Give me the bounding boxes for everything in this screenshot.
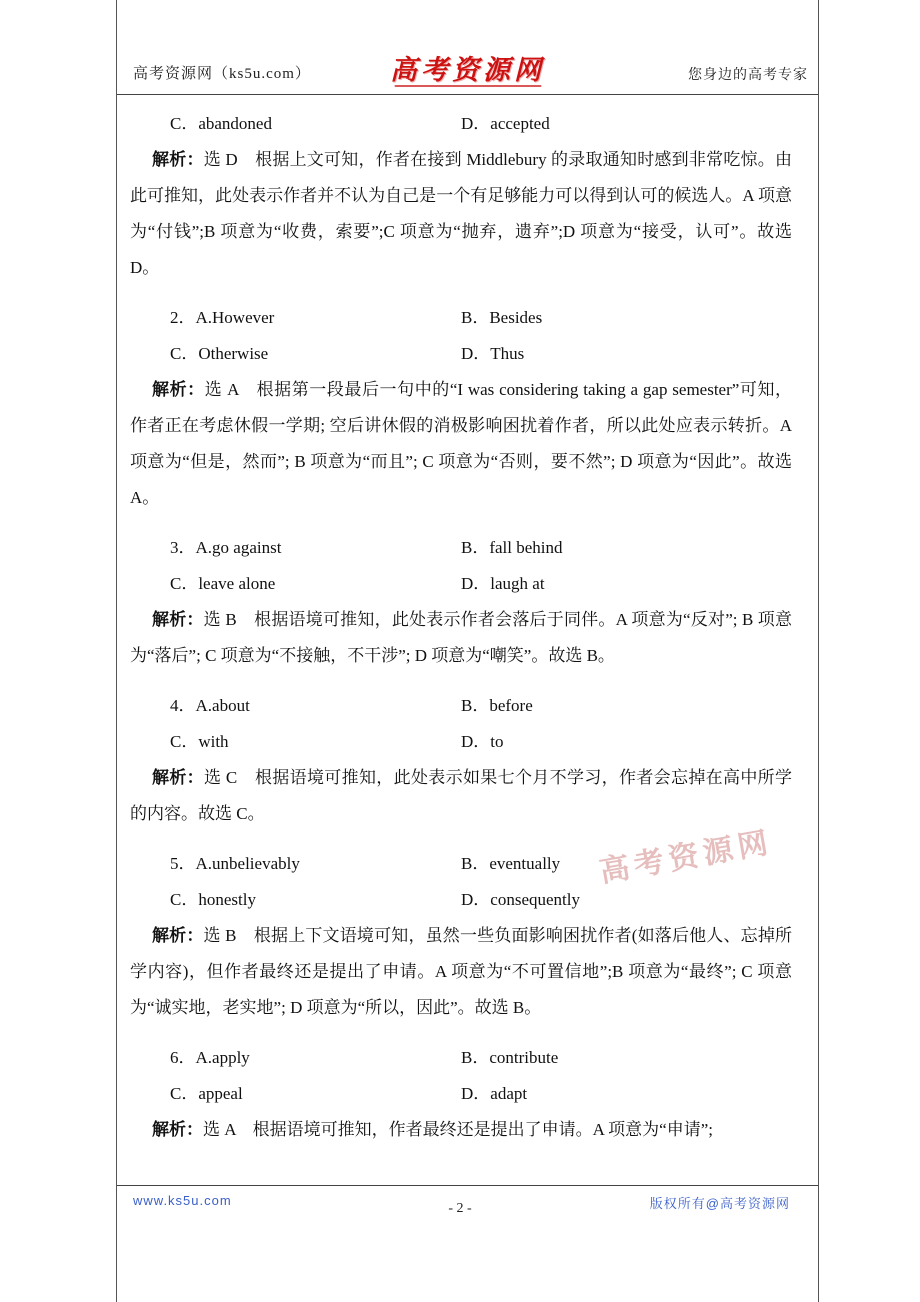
- footer-divider: [117, 1185, 818, 1186]
- analysis-paragraph-q6: [130, 1112, 792, 1148]
- analysis-text: 选 A 根据语境可推知，作者最终还是提出了申请。A 项意为“申请”;: [203, 1120, 713, 1139]
- option-d: D．adapt: [461, 1084, 528, 1103]
- option-a: 3．A.go against: [170, 538, 282, 557]
- footer-url-link[interactable]: www.ks5u.com: [133, 1193, 232, 1208]
- option-b: B．fall behind: [461, 538, 563, 557]
- option-d: D．laugh at: [461, 574, 545, 593]
- option-d: D．accepted: [461, 114, 550, 133]
- analysis-paragraph-q3: [130, 602, 792, 674]
- page-border-left: [116, 0, 117, 1302]
- option-b: B．eventually: [461, 854, 561, 873]
- option-c: C．abandoned: [170, 114, 272, 133]
- watermark: 高考资源网: [597, 826, 776, 889]
- option-a: 5．A.unbelievably: [170, 854, 300, 873]
- option-a: 6．A.apply: [170, 1048, 250, 1067]
- options-row-q4-cd: [130, 724, 792, 760]
- option-c: C．honestly: [170, 890, 256, 909]
- analysis-text: 选 D 根据上文可知，作者在接到 Middlebury 的录取通知时感到非常吃惊。由此可推知，此处表示作者并不认为自己是一个有足够能力可以得到认可的候选人。A 项意为“付钱”;B 项意为“收费，索要”;C 项意为“抛弃，遗弃”;D 项意为“接受，认可”。故选 D。: [130, 150, 793, 277]
- header-slogan: 您身边的高考专家: [688, 68, 808, 83]
- options-row-q3-cd: [130, 566, 792, 602]
- options-row-q6-cd: [130, 1076, 792, 1112]
- footer-copyright-link[interactable]: 版权所有@高考资源网: [649, 1196, 790, 1211]
- option-d: D．to: [461, 732, 504, 751]
- options-row-q6-ab: [130, 1040, 792, 1076]
- analysis-label: 解析：: [152, 768, 205, 787]
- option-a: 2．A.However: [170, 308, 275, 327]
- analysis-paragraph-q4: [130, 760, 792, 832]
- header-site-name: 高考资源网（ks5u.com）: [133, 66, 311, 82]
- analysis-paragraph-q1: [130, 142, 792, 286]
- analysis-paragraph-q5: [130, 918, 792, 1026]
- analysis-text: 选 C 根据语境可推知，此处表示如果七个月不学习，作者会忘掉在高中所学的内容。故选 C。: [130, 768, 793, 823]
- analysis-text: 选 B 根据上下文语境可知，虽然一些负面影响困扰作者(如落后他人、忘掉所学内容)，但作者最终还是提出了申请。A 项意为“不可置信地”;B 项意为“最终”; C 项意为“诚实地，老实地”; D 项意为“所以，因此”。故选 B。: [130, 926, 793, 1017]
- option-d: D．consequently: [461, 890, 580, 909]
- option-c: C．Otherwise: [170, 344, 269, 363]
- ks5u-logo: 高考资源网: [390, 48, 545, 87]
- analysis-text: 选 A 根据第一段最后一句中的“I was considering taking a gap semester”可知，作者正在考虑休假一学期; 空后讲休假的消极影响困扰着作者，所以此处应表示转折。A 项意为“但是，然而”; B 项意为“而且”; C 项意为“否则，要不然”; D 项意为“因此”。故选 A。: [130, 380, 793, 507]
- analysis-paragraph-q2: [130, 372, 792, 516]
- analysis-text: 选 B 根据语境可推知，此处表示作者会落后于同伴。A 项意为“反对”; B 项意为“落后”; C 项意为“不接触，不干涉”; D 项意为“嘲笑”。故选 B。: [130, 610, 792, 665]
- options-row-q5-ab: [130, 846, 792, 882]
- page-border-right: [818, 0, 819, 1302]
- options-row-q5-cd: [130, 882, 792, 918]
- analysis-label: 解析：: [152, 380, 205, 399]
- option-c: C．with: [170, 732, 229, 751]
- options-row-q4-ab: [130, 688, 792, 724]
- options-row-q2-cd: [130, 336, 792, 372]
- option-b: B．contribute: [461, 1048, 559, 1067]
- option-c: C．leave alone: [170, 574, 276, 593]
- document-body: [130, 106, 792, 1148]
- options-row-q3-ab: [130, 530, 792, 566]
- option-d: D．Thus: [461, 344, 525, 363]
- option-b: B．Besides: [461, 308, 543, 327]
- options-row-q1-cd: [130, 106, 792, 142]
- analysis-label: 解析：: [152, 1120, 203, 1139]
- analysis-label: 解析：: [152, 926, 204, 945]
- option-b: B．before: [461, 696, 533, 715]
- analysis-label: 解析：: [152, 150, 204, 169]
- option-c: C．appeal: [170, 1084, 243, 1103]
- page-number: - 2 -: [448, 1201, 472, 1216]
- option-a: 4．A.about: [170, 696, 250, 715]
- analysis-label: 解析：: [152, 610, 204, 629]
- page-header: [117, 40, 818, 95]
- options-row-q2-ab: [130, 300, 792, 336]
